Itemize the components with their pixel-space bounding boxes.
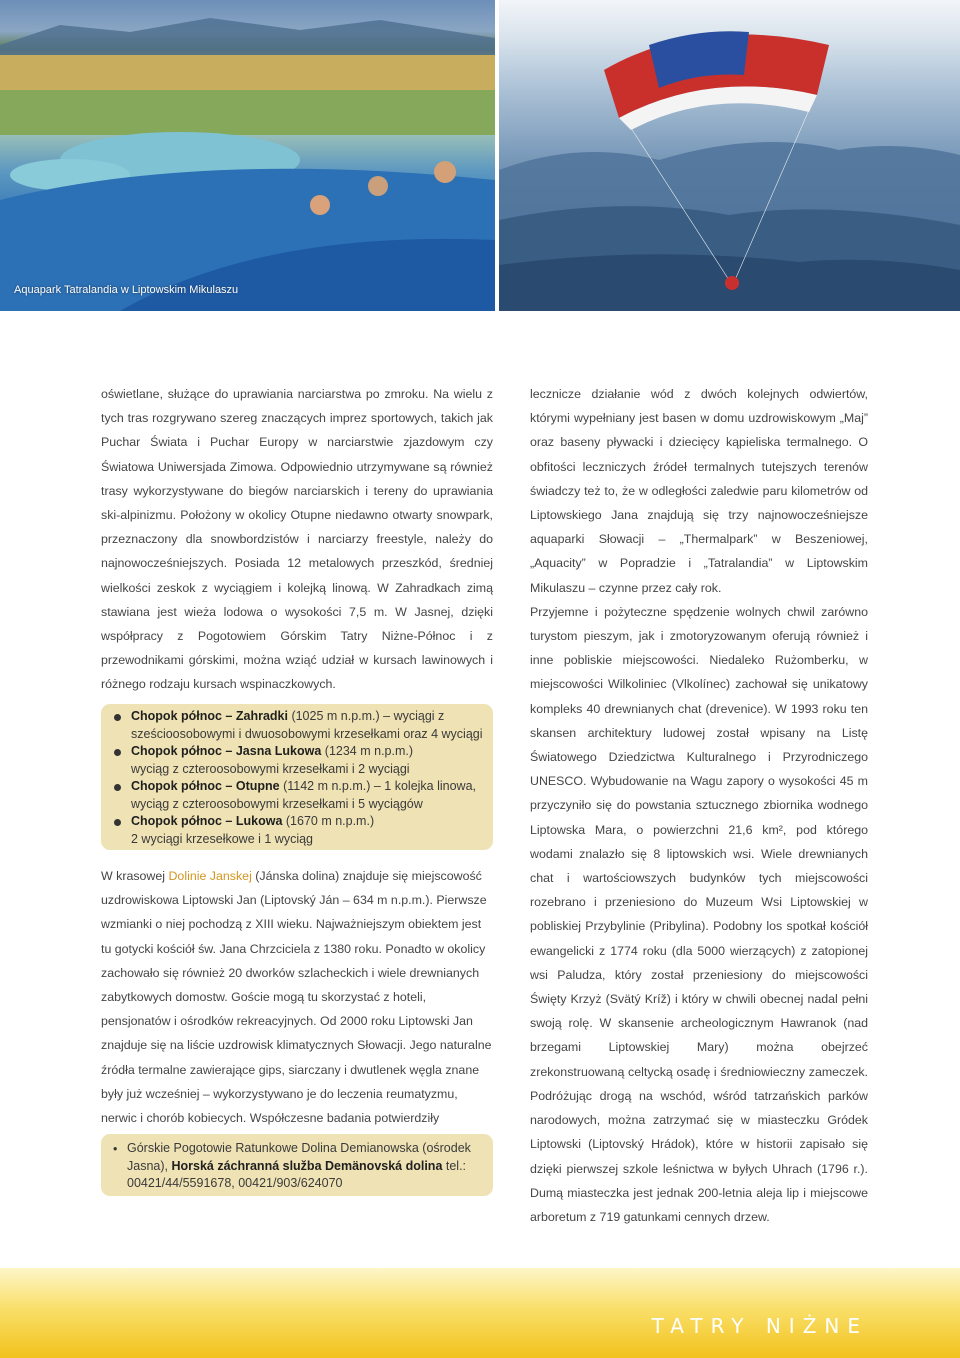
ski-lifts-box: [101, 704, 493, 850]
lift-item: Chopok północ – Otupne (1142 m n.p.m.) – 1 kolejka linowa, wyciąg z czteroosobowymi krzesełkami i 5 wyciągów: [131, 778, 485, 813]
right-column: [530, 382, 868, 1229]
footer-title: TATRY NIŻNE: [651, 1314, 868, 1338]
photo-caption: Aquapark Tatralandia w Liptowskim Mikulaszu: [14, 284, 239, 296]
left-column: [101, 382, 493, 697]
lift-item: Chopok północ – Lukowa (1670 m n.p.m.) 2 wyciągi krzesełkowe i 1 wyciąg: [131, 813, 485, 848]
paraglider-illustration: [499, 0, 960, 311]
right-paragraph-1: lecznicze działanie wód z dwóch kolejnych odwiertów, którymi wypełniany jest basen w domu uzdrowiskowym „Maj” oraz baseny pływacki i dziecięcy kąpieliska termalnego. O obfitości leczniczych źródeł termalnych tutejszych terenów świadczy też to, że w odległości zaledwie paru kilometrów od Liptowskiego Jana znajdują się trzy najnowocześniejsze aquaparki Słowacji – „Thermalpark” w Beszeniowej, „Aquacity” w Popradzie i „Tatralandia” w Liptowskim Mikulaszu – czynne przez cały rok.: [530, 387, 868, 595]
right-paragraph-2: Przyjemne i pożyteczne spędzenie wolnych chwil zarówno turystom pieszym, jak i zmotoryzowanym oferują również i inne pobliskie miejscowości. Niedaleko Rużomberku, w miejscowości Wilkoliniec (Vlkolínec) zachował się unikatowy kompleks 40 drewnianych chat (drevenice). W 1993 roku ten skansen architektury ludowej został wpisany na Listę Światowego Dziedzictwa Kulturalnego i Przyrodniczego UNESCO. Wybudowanie na Wagu zapory o wysokości 45 m przyczyniło się do powstania sztucznego zbiornika wodnego Liptowska Mara, o powierzchni 21,6 km², pod którego wodami znalazło się 8 liptowskich wsi. Wiele drewnianych chat i wartościowszych budynków tych miejscowości rozebrano i przeniesiono do Muzeum Wsi Liptowskiej w pobliskiej Przybylinie (Pribylina). Podobny los spotkał kościół ewangelicki z 1774 roku (dla 5000 wierzących) z zatopionej wsi Paludza, który został przeniesiony do miejscowości Święty Krzyż (Svätý Kríž) i który w chwili obecnej nadal pełni swoją rolę. W skansenie archeologicznym Hawranok (nad brzegami Liptowskiej Mary) można obejrzeć zrekonstruowaną celtycką osadę i średniowieczny zameczek. Podróżując drogą na wschód, wśród tatrzańskich parków narodowych, można zatrzymać się w miasteczku Gródek Liptowski (Liptovský Hrádok), które w historii zapisało się dzięki pierwszej szkole leśnictwa w byłych Uhrach (1796 r.). Dumą miasteczka jest jednak 200-letnia aleja lip i miejscowe arboretum z 719 gatunkami cennych drzew.: [530, 604, 868, 1224]
left-column-continued: [101, 864, 493, 1130]
left-paragraph-2: W krasowej Dolinie Janskej (Jánska dolina) znajduje się miejscowość uzdrowiskowa Liptowski Jan (Liptovský Ján – 634 m n.p.m.). Pierwsze wzmianki o niej pochodzą z XIII wieku. Najważniejszym obiektem jest tu gotycki kościół św. Jana Chrzciciela z 1380 roku. Ponadto w okolicy zachowało się również 20 dworków szlacheckich i wiele drewnianych zabytkowych domostw. Goście mogą tu skorzystać z hoteli, pensjonatów i ośrodków rekreacyjnych. Od 2000 roku Liptowski Jan znajduje się na liście uzdrowisk klimatycznych Słowacji. Jego naturalne źródła termalne zawierające gips, siarczany i dwutlenek węgla znane były już wcześniej – wykorzystywano je do leczenia reumatyzmu, nerwic i chorób kobiecych. Współczesne badania potwierdziły: [101, 869, 492, 1126]
footer-band: [0, 1268, 960, 1358]
lift-item: Chopok północ – Zahradki (1025 m n.p.m.) – wyciągi z sześcioosobowymi i dwuosobowymi krzesełkami oraz 4 wyciągi: [131, 708, 485, 743]
aquapark-illustration: [0, 0, 495, 311]
highlight-dolina-janska: Dolinie Janskej: [168, 869, 252, 883]
left-paragraph-1: oświetlane, służące do uprawiania narciarstwa po zmroku. Na wielu z tych tras rozgrywano szereg znaczących imprez sportowych, takich jak Puchar Świata i Puchar Europy w narciarstwie zjazdowym czy Światowa Uniwersjada Zimowa. Odpowiednio utrzymywane są również trasy wykorzystywane do biegów narciarskich i tereny do uprawiania ski-alpinizmu. Położony w okolicy Otupne niedawno otwarty snowpark, przeznaczony dla snowbordzistów i narciarzy freestyle, należy do najnowocześniejszych. Posiada 12 metalowych przeszkód, średniej wielkości zeskok z wyciągiem i kolejką linową. W Zahradkach zimą stawiana jest wieża lodowa o wysokości 7,5 m. W Jasnej, dzięki współpracy z Pogotowiem Górskim Tatry Niżne-Północ i z przewodnikami górskimi, można wziąć udział w kursach lawinowych i różnego rodzaju kursach wspinaczkowych.: [101, 387, 493, 692]
paraglider-photo: [499, 0, 960, 311]
aquapark-photo: [0, 0, 495, 311]
lift-item: Chopok północ – Jasna Lukowa (1234 m n.p.m.) wyciąg z czteroosobowymi krzesełkami i 2 wyciągi: [131, 743, 485, 778]
ski-lifts-list: [101, 704, 493, 848]
bullet-icon: •: [113, 1142, 118, 1156]
mountain-rescue-box: • Górskie Pogotowie Ratunkowe Dolina Demianowska (ośrodek Jasna), Horská záchranná služba Demänovská dolina tel.: 00421/44/5591678, 00421/903/624070: [101, 1134, 493, 1196]
